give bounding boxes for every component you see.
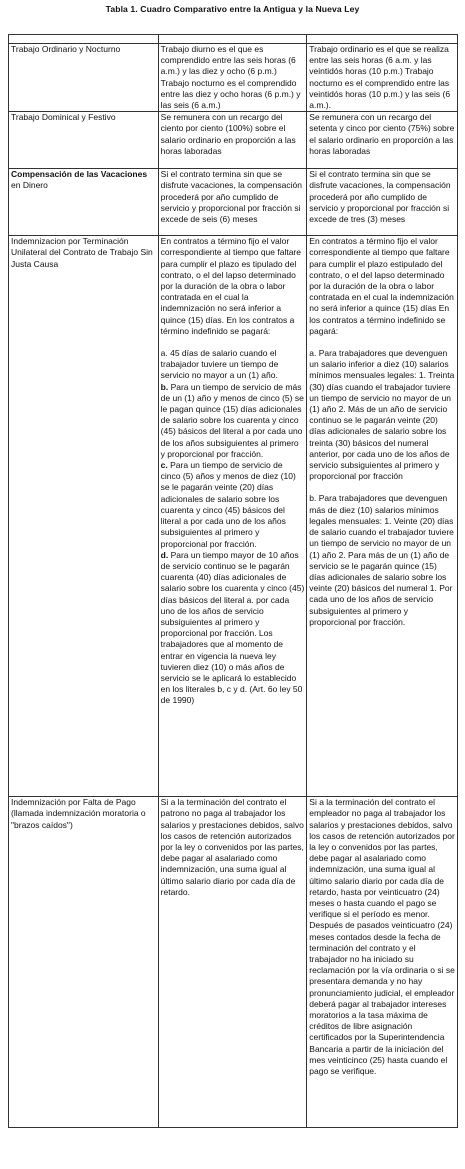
old-law-intro: En contratos a término fijo el valor correspondiente al tiempo que faltare para cumplir el plazo es tipulado del contrato, o el del lapso determinado por la duración de la obra o labor contratada en el cual la indemnización no será inferior a quince (15) días. En los contratos a término indefinido se pagará: bbox=[160, 236, 301, 336]
old-law-cell: Si a la terminación del contrato el patrono no paga al trabajador los salarios y prestaciones debidos, salvo los casos de retención autorizados por la ley o convenidos por las partes, debe pagar al asalariado como indemnización, una suma igual al último salario diario por cada día de retardo. bbox=[158, 797, 307, 1128]
new-law-cell: Trabajo ordinario es el que se realiza entre las seis horas (6 a.m. y las veintidós horas (10 p.m.) Trabajo nocturno es el comprendido entre las veintidós horas (10 p.m.) y las seis (6 a.m.). bbox=[307, 44, 458, 112]
new-law-cell: Se remunera con un recargo del setenta y cinco por ciento (75%) sobre el salario ordinario en proporción a las horas laboradas bbox=[307, 112, 458, 169]
table-title: Tabla 1. Cuadro Comparativo entre la Antigua y la Nueva Ley bbox=[105, 4, 360, 14]
comparison-table bbox=[8, 34, 458, 1128]
old-law-cell: Se remunera con un recargo del ciento por ciento (100%) sobre el salario ordinario en proporción a las horas laboradas bbox=[158, 112, 307, 169]
new-law-cell bbox=[307, 236, 458, 797]
header-cell-new-law bbox=[307, 35, 458, 44]
old-law-cell: Trabajo diurno es el que es comprendido entre las seis horas (6 a.m.) y las diez y ocho (6 p.m.) Trabajo nocturno es el comprendido entre las diez y ocho horas (6 p.m.) y las seis (6 a.m.) bbox=[158, 44, 307, 112]
row-label-rest: en Dinero bbox=[11, 180, 48, 191]
new-law-intro: En contratos a término fijo el valor correspondiente al tiempo que faltare para cumplir el plazo estipulado del contrato, o el del lapso determinado por la duración de la obra o labor contratada en el cual la indemnización no será inferior a quince (15) días En los contratos a término indefinido se pagará: bbox=[309, 236, 454, 336]
table-row bbox=[9, 236, 458, 797]
table-row bbox=[9, 169, 458, 236]
row-label: Trabajo Ordinario y Nocturno bbox=[9, 44, 159, 112]
old-law-cell bbox=[158, 236, 307, 797]
row-label: Indemnizacion por Terminación Unilateral del Contrato de Trabajo Sin Justa Causa bbox=[9, 236, 159, 797]
table-row bbox=[9, 797, 458, 1128]
table-header-row bbox=[9, 35, 458, 44]
new-law-item-b: b. Para trabajadores que devenguen más de diez (10) salarios mínimos legales mensuales: 1. Veinte (20) días de salario cuando el trabajador tuviere un tiempo de servicio no mayor de un (1) año 2. Para más de un (1) año de servicio se le pagarán quince (15) días adicionales de salario sobre los veinte (20) básicos del numeral 1. Por cada uno de los años de servicio subsiguientes al primero y proporcional por fracción. bbox=[309, 493, 454, 627]
row-label: Trabajo Dominical y Festivo bbox=[9, 112, 159, 169]
old-law-cell: Si el contrato termina sin que se disfrute vacaciones, la compensación procederá por año cumplido de servicio y proporcional por fracción si excede de seis (6) meses bbox=[158, 169, 307, 236]
old-law-item-c: c. Para un tiempo de servicio de cinco (5) años y menos de diez (10) se le pagarán veinte (20) días adicionales de salario sobre los cuarenta y cinco (45) básicos del literal a por cada uno de los años subsiguientes al primero y proporcional por fracción. bbox=[160, 460, 296, 549]
old-law-item-d: d. Para un tiempo mayor de 10 años de servicio continuo se le pagarán cuarenta (40) días adicionales de salario sobre los cuarenta y cinco (45) días básicos del literal a. por cada uno de los años de servicio subsiguientes al primero y proporcional por fracción. Los trabajadores que al momento de entrar en vigencia la nueva ley tuvieren diez (10) o más años de servicio se le aplicará lo establecido en los literales b, c y d. (Art. 6o ley 50 de 1990) bbox=[160, 549, 305, 706]
table-row bbox=[9, 44, 458, 112]
row-label bbox=[9, 169, 159, 236]
header-cell-old-law bbox=[158, 35, 307, 44]
header-cell-concept bbox=[9, 35, 159, 44]
table-row bbox=[9, 112, 458, 169]
new-law-cell: Si el contrato termina sin que se disfrute vacaciones, la compensación procederá por año cumplido de servicio y proporcional por fracción si excede de tres (3) meses bbox=[307, 169, 458, 236]
old-law-item-a: a. 45 días de salario cuando el trabajador tuviere un tiempo de servicio no mayor a un (1) año. bbox=[160, 348, 279, 381]
row-label: Indemnización por Falta de Pago (llamada indemnización moratoria o "brazos caídos") bbox=[9, 797, 159, 1128]
old-law-item-b: b. Para un tiempo de servicio de más de un (1) año y menos de cinco (5) se le pagan quince (15) días adicionales de salario sobre los cuarenta y cinco (45) básicos del literal a por cada uno de los años subsiguientes al primero y proporcional por fracción. bbox=[160, 381, 304, 459]
new-law-cell: Si a la terminación del contrato el empleador no paga al trabajador los salarios y prestaciones debidos, salvo los casos de retención autorizados por la ley o convenidos por las partes, debe pagar al asalariado como indemnización, una suma igual al último salario diario por cada día de retardo, hasta por veinticuatro (24) meses o hasta cuando el pago se verifique si el período es menor. Después de pasados veinticuatro (24) meses contados desde la fecha de terminación del contrato y el trabajador no ha iniciado su reclamación por la vía ordinaria o si se presentara demanda y no hay pronunciamiento judicial, el empleador deberá pagar al trabajador intereses moratorios a la tasa máxima de créditos de libre asignación certificados por la Superintendencia Bancaria a partir de la iniciación del mes veinticinco (25) hasta cuando el pago se verifique. bbox=[307, 797, 458, 1128]
new-law-item-a: a. Para trabajadores que devenguen un salario inferior a diez (10) salarios mínimos mensuales legales: 1. Treinta (30) días cuando el trabajador tuviere un tiempo de servicio no mayor de un (1) año 2. Más de un año de servicio continuo se le pagarán veinte (20) días adicionales de salario sobre los treinta (30) básicos del numeral anterior, por cada uno de los años de servicio subsiguientes al primero y proporcional por fracción bbox=[309, 348, 455, 482]
row-label-bold: Compensación de las Vacaciones bbox=[11, 169, 148, 180]
